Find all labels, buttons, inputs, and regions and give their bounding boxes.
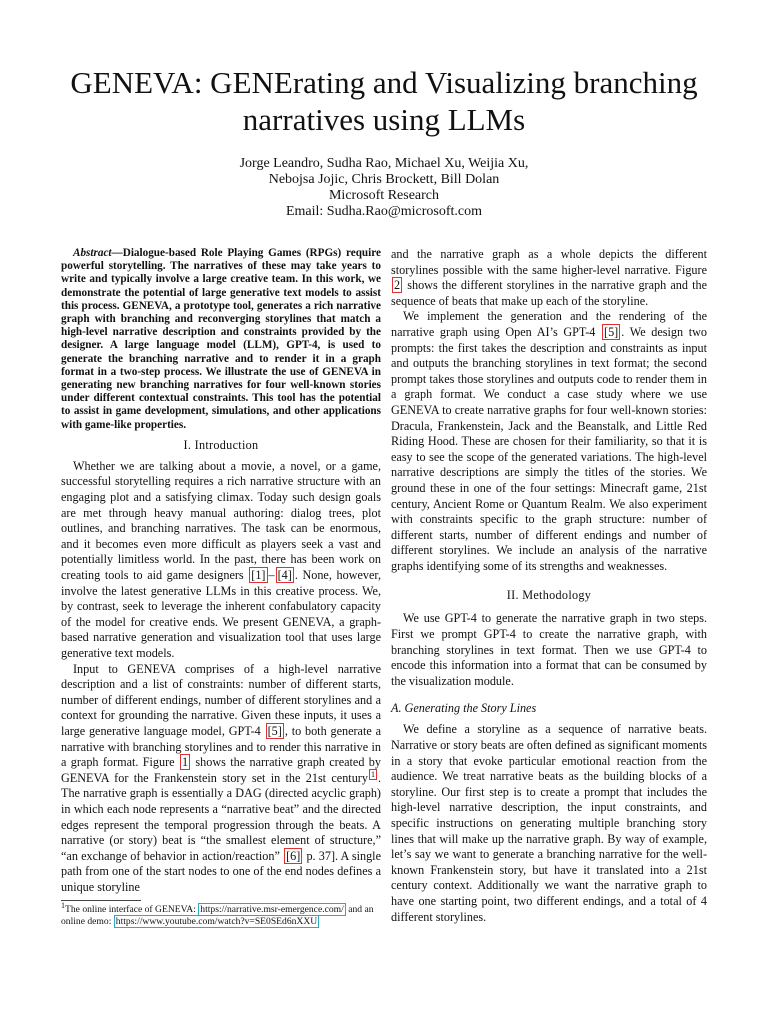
left-column	[61, 247, 381, 895]
section-heading-introduction: I. Introduction	[183, 437, 259, 452]
text-run: p. 37]. A single path from one of the start nodes to one of the end nodes defines a unique storyline	[61, 848, 381, 894]
citation-link[interactable]: [1]	[251, 568, 266, 582]
text-run: Input to GENEVA comprises of a high-level narrative description and a list of constraints: number of different starts, number of different endings, number of different storylines and a context for grounding the narrative. Given these inputs, it uses a large generative language model, GPT-4	[61, 661, 381, 738]
abstract	[61, 247, 381, 432]
right-paragraph-1	[391, 247, 707, 309]
text-run: We implement the generation and the rendering of the narrative graph using Open AI’s GPT-4	[391, 309, 707, 339]
abstract-label: Abstract	[73, 247, 112, 259]
affiliation: Microsoft Research	[328, 188, 440, 203]
text-run: and the narrative graph as a whole depicts the different storylines possible with the same higher-level narrative. Figure	[391, 247, 707, 277]
citation-link[interactable]: [5]	[604, 324, 619, 339]
footnote	[61, 900, 383, 928]
authors-line-2: Nebojsa Jojic, Chris Brockett, Bill Dolan	[268, 172, 500, 187]
intro-paragraph-2	[61, 662, 381, 896]
section-heading-methodology: II. Methodology	[506, 588, 592, 603]
text-run: The online interface of GENEVA:	[65, 904, 199, 915]
citation-link[interactable]: [5]	[267, 723, 282, 738]
authors-line-1: Jorge Leandro, Sudha Rao, Michael Xu, Weijia Xu,	[239, 156, 529, 171]
citation-link[interactable]: [4]	[277, 568, 292, 582]
abstract-text: —Dialogue-based Role Playing Games (RPGs) require powerful storytelling. The narratives of these may take years to write and typically involve a large creative team. In this work, we demonstrate the potential of large generative text models to assist this process. GENEVA, a prototype tool, generates a rich narrative graph with branching and reconverging storylines that match a high-level narrative description and constraints provided by the designer. A large language model (LLM), GPT-4, is used to generate the branching narrative and to render it in a graph format in a two-step process. We illustrate the use of GENEVA in generating new branching narratives for four well-known stories under different contextual constraints. This tool has the potential to assist in game development, simulations, and other applications with game-like properties.	[61, 247, 381, 431]
footnote-mark: 1	[61, 900, 65, 910]
right-column	[391, 247, 707, 925]
paper-title: GENEVA: GENErating and Visualizing branching narratives using LLMs	[70, 65, 698, 137]
figure-link[interactable]: 1	[181, 755, 189, 770]
text-run: . The narrative graph is essentially a DAG (directed acyclic graph) in which each node represents a “narrative beat” and the directed edges represent the temporal progression through the beats. A narrative (or story) beat is “the smallest element of structure,” “an exchange of behavior in action/reaction”	[61, 770, 381, 863]
methodology-paragraph-2: We define a storyline as a sequence of narrative beats. Narrative or story beats are often defined as significant moments in a story that evoke particular emotional reaction from the audience. We treat narrative beats as the building blocks of a storyline. Our first step is to create a prompt that includes the high-level narrative description, the input constraints, and specific instructions on generating multiple branching story lines that will make up the narrative graph. By way of example, let’s say we want to generate a branching narrative for the well-known Frankenstein story, but have it translated into a 21st century context. Additionally we want the narrative graph to have one starting point, two different endings, and a total of 4 different storylines.	[391, 722, 707, 924]
url-link-interface[interactable]: https://narrative.msr-emergence.com/	[200, 904, 344, 915]
text-run: , to both generate a narrative with branching storylines and to render this narrative in a graph format. Figure	[61, 723, 381, 770]
text-run: shows the different storylines in the narrative graph and the sequence of beats that make up each of the storyline.	[391, 278, 707, 308]
intro-paragraph-1	[61, 459, 381, 662]
right-paragraph-2	[391, 309, 707, 574]
footnote-divider	[61, 900, 141, 901]
text-run: . We design two prompts: the first takes the description and constraints as input and outputs the branching storylines in text format; the second prompt takes those storylines and outputs code to render them in a graph format. We conduct a case study where we use GENEVA to create narrative graphs for four well-known stories: Dracula, Frankenstein, Jack and the Beanstalk, and Little Red Riding Hood. These are chosen for their familiarity, so that it is easy to see the scope of the generated variations. The high-level narrative descriptions are simply the titles of the stories. We ground these in one of the four settings: Minecraft game, 21st century, Ancient Rome or Quantum Realm. We also experiment with constraints specific to the graph structure: number of different starts, number of different endings and number of different storylines. We include an analysis of the narrative graphs identifying some of its strengths and weaknesses.	[391, 324, 707, 573]
subsection-heading-story-lines: A. Generating the Story Lines	[391, 701, 537, 716]
citation-link[interactable]: [6]	[286, 848, 301, 863]
text-run: . None, however, involve the latest generative LLMs in this creative process. We, by contrast, seek to leverage the inherent confabulatory capacity of the model for creative ends. We present GENEVA, a graph-based narrative generation and visualization tool that uses large generative text models.	[61, 568, 381, 660]
email: Email: Sudha.Rao@microsoft.com	[285, 204, 483, 219]
text-run: shows the narrative graph created by GENEVA for the Frankenstein story set in the 21st century	[61, 755, 381, 785]
methodology-paragraph-1: We use GPT-4 to generate the narrative graph in two steps. First we prompt GPT-4 to create the narrative graph, with branching storylines in text format. Then we use GPT-4 to encode this information into a format that can be consumed by the visualization module.	[391, 611, 707, 688]
author-block	[40, 156, 728, 220]
text-run: –	[268, 568, 275, 582]
text-run: and an online demo:	[61, 904, 374, 927]
figure-link[interactable]: 2	[394, 278, 401, 293]
url-link-demo[interactable]: https://www.youtube.com/watch?v=SE0SEd6nXXU	[115, 916, 318, 927]
text-run: Whether we are talking about a movie, a novel, or a game, successful storytelling requires a rich narrative structure with an engaging plot and a satisfying climax. Today such design goals are met through heavy manual authoring: dialog trees, plot outlines, and branching narratives. The task can be enormous, and it becomes even more difficult as players seek a vast and potentially limitless world. In the past, there has been work on creating tools to aid game designers	[61, 458, 381, 582]
footnote-link[interactable]: 1	[370, 769, 375, 779]
